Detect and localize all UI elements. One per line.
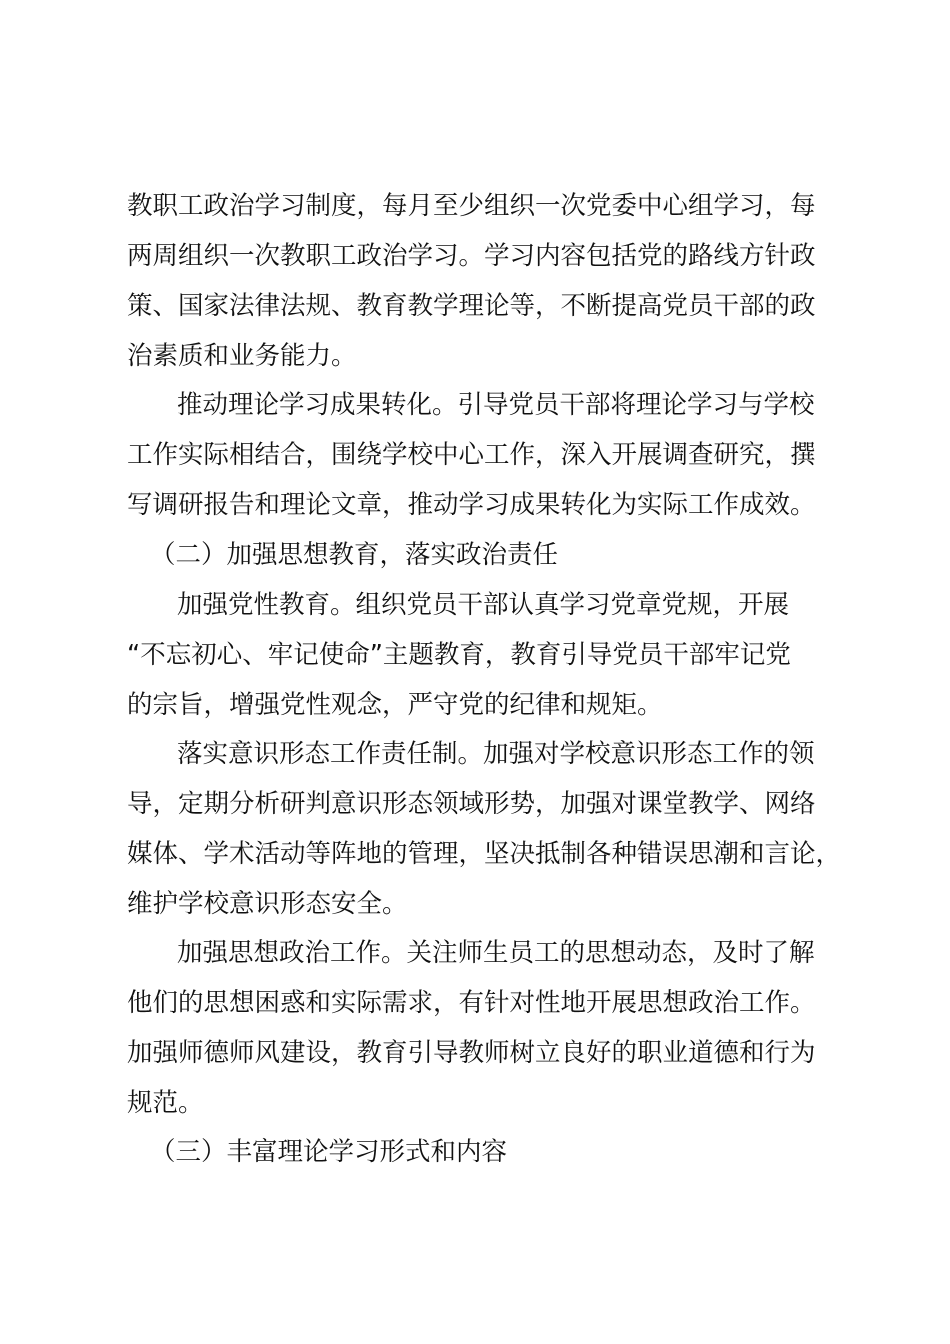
body-text-line: 媒体、学术活动等阵地的管理，坚决抵制各种错误思潮和言论， [127,839,842,869]
body-text-line: 推动理论学习成果转化。引导党员干部将理论学习与学校 [177,390,815,420]
body-text-line: 导，定期分析研判意识形态领域形势，加强对课堂教学、网络 [127,789,816,819]
body-text-line: 两周组织一次教职工政治学习。学习内容包括党的路线方针政 [127,241,816,271]
body-text-line: 维护学校意识形态安全。 [127,889,408,919]
body-text-line: 加强师德师风建设，教育引导教师树立良好的职业道德和行为 [127,1038,816,1068]
body-text-line: 他们的思想困惑和实际需求，有针对性地开展思想政治工作。 [127,988,816,1018]
body-text-line: 的宗旨，增强党性观念，严守党的纪律和规矩。 [127,690,663,720]
body-text-line: 加强思想政治工作。关注师生员工的思想动态，及时了解 [177,938,815,968]
body-text-line: 规范。 [127,1088,204,1118]
section-heading: （二）加强思想教育，落实政治责任 [150,540,559,570]
body-text-line: “不忘初心、牢记使命”主题教育，教育引导党员干部牢记党 [127,640,791,670]
section-heading: （三）丰富理论学习形式和内容 [150,1137,508,1167]
body-text-line: 工作实际相结合，围绕学校中心工作，深入开展调查研究，撰 [127,440,816,470]
body-text-line: 策、国家法律法规、教育教学理论等，不断提高党员干部的政 [127,291,816,321]
body-text-line: 落实意识形态工作责任制。加强对学校意识形态工作的领 [177,739,815,769]
body-text-line: 教职工政治学习制度，每月至少组织一次党委中心组学习，每 [127,191,816,221]
body-text-line: 治素质和业务能力。 [127,341,357,371]
body-text-line: 加强党性教育。组织党员干部认真学习党章党规，开展 [177,590,790,620]
body-text-line: 写调研报告和理论文章，推动学习成果转化为实际工作成效。 [127,490,816,520]
